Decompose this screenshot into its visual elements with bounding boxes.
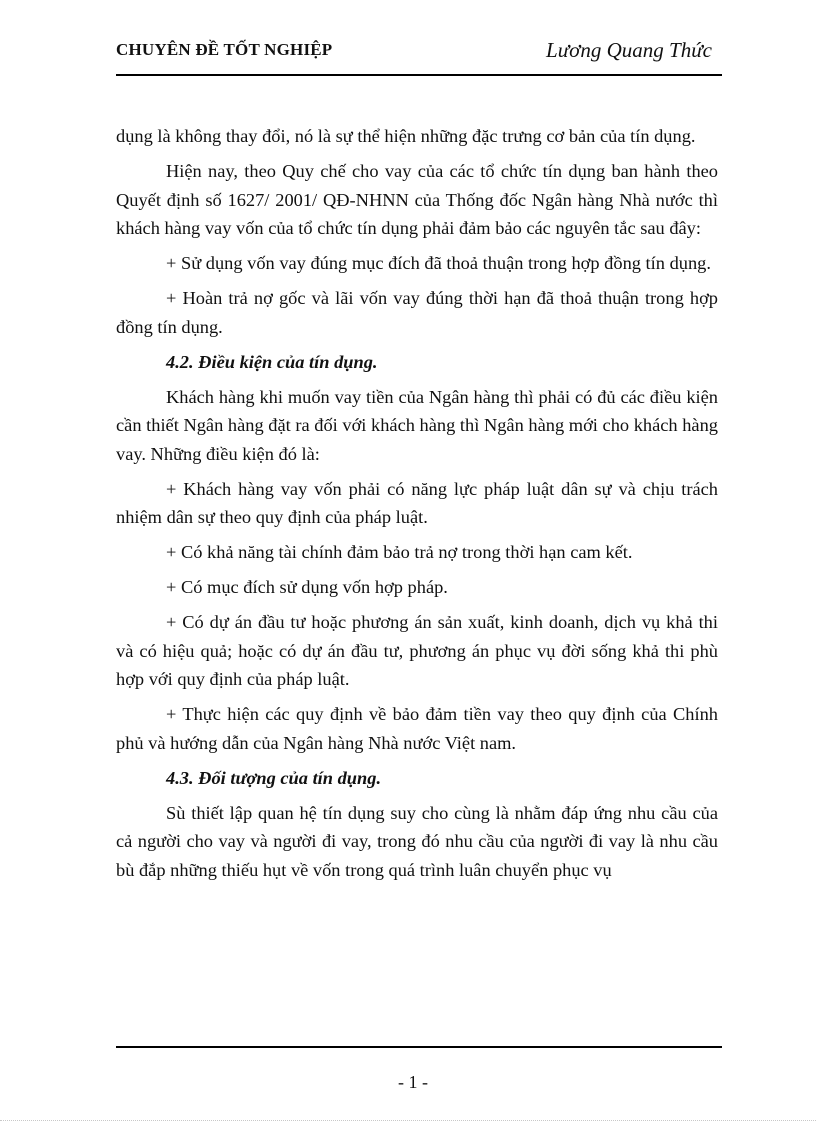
list-item: + Có khả năng tài chính đảm bảo trả nợ trong thời hạn cam kết. — [166, 542, 633, 562]
list-item: + Hoàn trả nợ gốc và lãi vốn vay đúng thời hạn đã thoả thuận trong hợp đồng tín dụng. — [116, 288, 718, 337]
list-item: + Có dự án đầu tư hoặc phương án sản xuất, kinh doanh, dịch vụ khả thi và có hiệu quả; hoặc có dự án đầu tư, phương án phục vụ đời sống khả thi phù hợp với quy định của pháp luật. — [116, 612, 718, 689]
page-edge-divider — [0, 1120, 816, 1121]
paragraph: Sù thiết lập quan hệ tín dụng suy cho cùng là nhằm đáp ứng nhu cầu của cả người cho vay và người đi vay, trong đó nhu cầu của người đi vay là nhu cầu bù đắp những thiếu hụt về vốn trong quá trình luân chuyển phục vụ — [116, 802, 718, 880]
list-item: + Có mục đích sử dụng vốn hợp pháp. — [166, 577, 448, 597]
list-item: + Khách hàng vay vốn phải có năng lực pháp luật dân sự và chịu trách nhiệm dân sự theo quy định của pháp luật. — [116, 478, 718, 527]
page-body — [116, 122, 718, 891]
paragraph: Hiện nay, theo Quy chế cho vay của các tổ chức tín dụng ban hành theo Quyết định số 1627/ 2001/ QĐ-NHNN của Thống đốc Ngân hàng Nhà nước thì khách hàng vay vốn của tổ chức tín dụng phải đảm bảo các nguyên tắc sau đây: — [116, 161, 718, 238]
section-heading: 4.2. Điều kiện của tín dụng. — [166, 351, 378, 372]
author-name: Lương Quang Thức — [546, 38, 712, 62]
header-divider — [116, 74, 722, 76]
paragraph: dụng là không thay đổi, nó là sự thể hiện những đặc trưng cơ bản của tín dụng. — [116, 126, 696, 146]
list-item: + Thực hiện các quy định về bảo đảm tiền vay theo quy định của Chính phủ và hướng dẫn của Ngân hàng Nhà nước Việt nam. — [116, 704, 718, 753]
page-header — [116, 38, 722, 64]
list-item: + Sử dụng vốn vay đúng mục đích đã thoả thuận trong hợp đồng tín dụng. — [166, 253, 711, 273]
document-title: CHUYÊN ĐỀ TỐT NGHIỆP — [116, 40, 333, 59]
paragraph: Khách hàng khi muốn vay tiền của Ngân hàng thì phải có đủ các điều kiện cần thiết Ngân hàng đặt ra đối với khách hàng thì Ngân hàng mới cho khách hàng vay. Những điều kiện đó là: — [116, 386, 718, 464]
section-heading: 4.3. Đối tượng của tín dụng. — [166, 767, 382, 788]
page-number: - 1 - — [398, 1072, 428, 1092]
footer-divider — [116, 1046, 722, 1048]
